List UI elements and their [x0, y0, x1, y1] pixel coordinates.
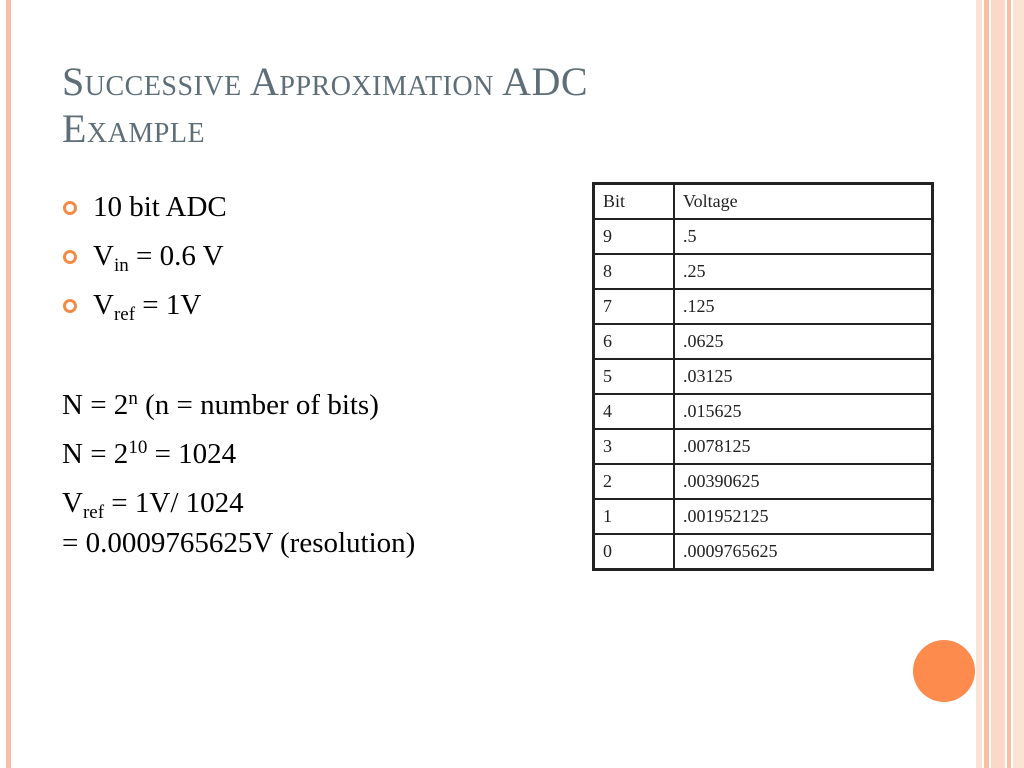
cell-voltage: .5: [674, 219, 933, 254]
cell-voltage: .125: [674, 289, 933, 324]
cell-bit: 7: [594, 289, 675, 324]
bit-voltage-table: [592, 182, 934, 571]
bullet-list: [62, 188, 227, 335]
cell-voltage: .0009765625: [674, 534, 933, 570]
table-row: [594, 289, 933, 324]
title-line-2: Example: [62, 106, 206, 151]
header-bit: Bit: [594, 184, 675, 220]
right-decorative-stripes: [976, 0, 1024, 768]
formula-line-n: $N = 2^n$ (n = number of bits): [62, 388, 379, 421]
table-row: [594, 534, 933, 570]
table-row: [594, 219, 933, 254]
title-line-1: Successive Approximation ADC: [62, 59, 589, 104]
formula-line-resolution: = 0.0009765625V (resolution): [62, 527, 416, 559]
cell-bit: 9: [594, 219, 675, 254]
cell-voltage: .001952125: [674, 499, 933, 534]
table-row: [594, 394, 933, 429]
cell-voltage: .00390625: [674, 464, 933, 499]
bullet-circle-icon: [63, 201, 77, 215]
orange-circle-decoration: [913, 640, 975, 702]
cell-bit: 1: [594, 499, 675, 534]
cell-bit: 3: [594, 429, 675, 464]
cell-voltage: .03125: [674, 359, 933, 394]
left-decorative-rule: [6, 0, 11, 768]
bullet-circle-icon: [63, 250, 77, 264]
bullet-item: $V_{in} = 0.6$ V: [62, 237, 227, 286]
formula-block: [62, 386, 415, 573]
slide-title: [62, 58, 822, 152]
cell-bit: 2: [594, 464, 675, 499]
table-row: [594, 429, 933, 464]
header-voltage: Voltage: [674, 184, 933, 220]
bullet-item: 10 bit ADC: [62, 188, 227, 237]
formula-line-n-value: $N = 2^{10} = 1024$: [62, 437, 237, 470]
formula-line-vref: $V_{ref} = 1V/$ 1024: [62, 487, 244, 523]
bullet-circle-icon: [63, 299, 77, 313]
cell-bit: 0: [594, 534, 675, 570]
table-row: [594, 499, 933, 534]
cell-bit: 6: [594, 324, 675, 359]
table-row: [594, 324, 933, 359]
table-row: [594, 464, 933, 499]
cell-voltage: .0078125: [674, 429, 933, 464]
cell-voltage: .015625: [674, 394, 933, 429]
bullet-item: $V_{ref} = 1V$: [62, 286, 227, 335]
cell-bit: 4: [594, 394, 675, 429]
cell-voltage: .25: [674, 254, 933, 289]
cell-voltage: .0625: [674, 324, 933, 359]
cell-bit: 5: [594, 359, 675, 394]
table-row: [594, 359, 933, 394]
table-row: [594, 254, 933, 289]
cell-bit: 8: [594, 254, 675, 289]
table-header-row: [594, 184, 933, 220]
